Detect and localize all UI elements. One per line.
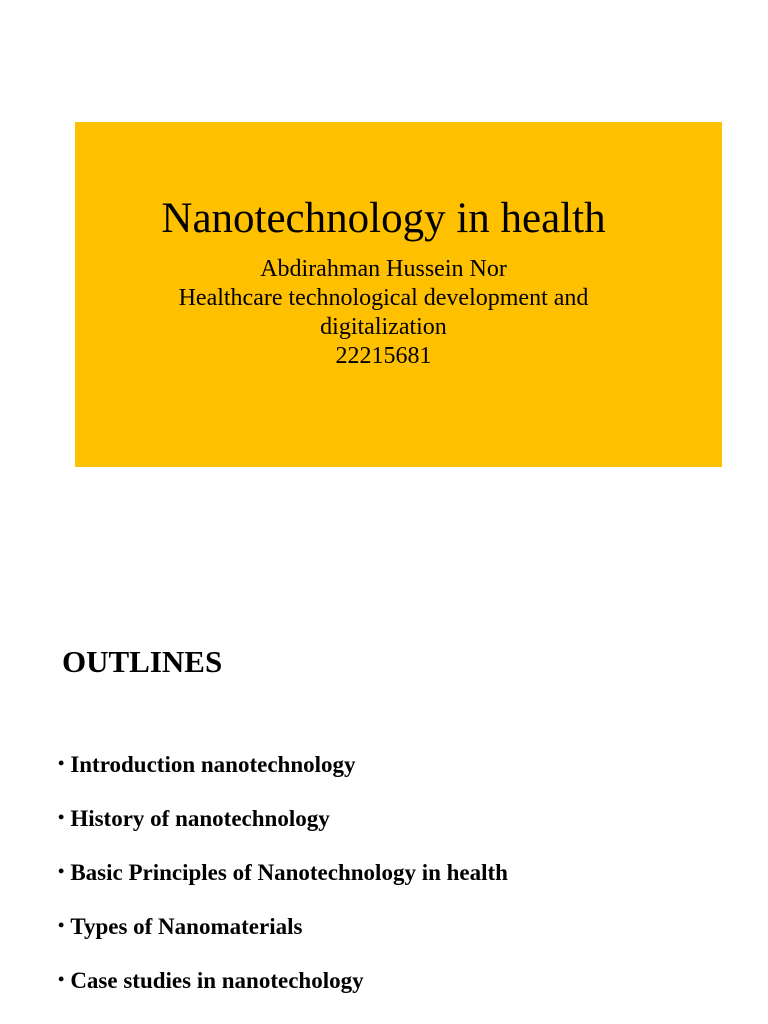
outline-item-label: Introduction nanotechnology: [70, 752, 356, 777]
outline-item-label: Case studies in nanotechology: [70, 968, 364, 993]
outline-item-case-studies: [58, 966, 508, 1020]
bullet-icon: •: [58, 861, 65, 881]
outline-item-types: [58, 912, 508, 966]
outline-item-label: Types of Nanomaterials: [70, 914, 303, 939]
outline-list: [58, 750, 508, 1020]
bullet-icon: •: [58, 915, 65, 935]
bullet-icon: •: [58, 753, 65, 773]
slide-title: Nanotechnology in health: [161, 195, 606, 242]
bullet-icon: •: [58, 807, 65, 827]
course-name-line-2: digitalization: [320, 314, 447, 340]
student-id: 22215681: [335, 343, 432, 369]
bullet-icon: •: [58, 969, 65, 989]
outline-item-label: History of nanotechnology: [70, 806, 330, 831]
outline-item-introduction: [58, 750, 508, 804]
outline-item-history: [58, 804, 508, 858]
author-name: Abdirahman Hussein Nor: [260, 256, 507, 282]
outline-item-label: Basic Principles of Nanotechnology in health: [70, 860, 508, 885]
course-name-line-1: Healthcare technological development and: [178, 285, 589, 311]
outline-heading: OUTLINES: [62, 644, 223, 679]
title-slide: [75, 122, 722, 467]
slide-subtitle-block: [75, 255, 692, 371]
outline-item-principles: [58, 858, 508, 912]
